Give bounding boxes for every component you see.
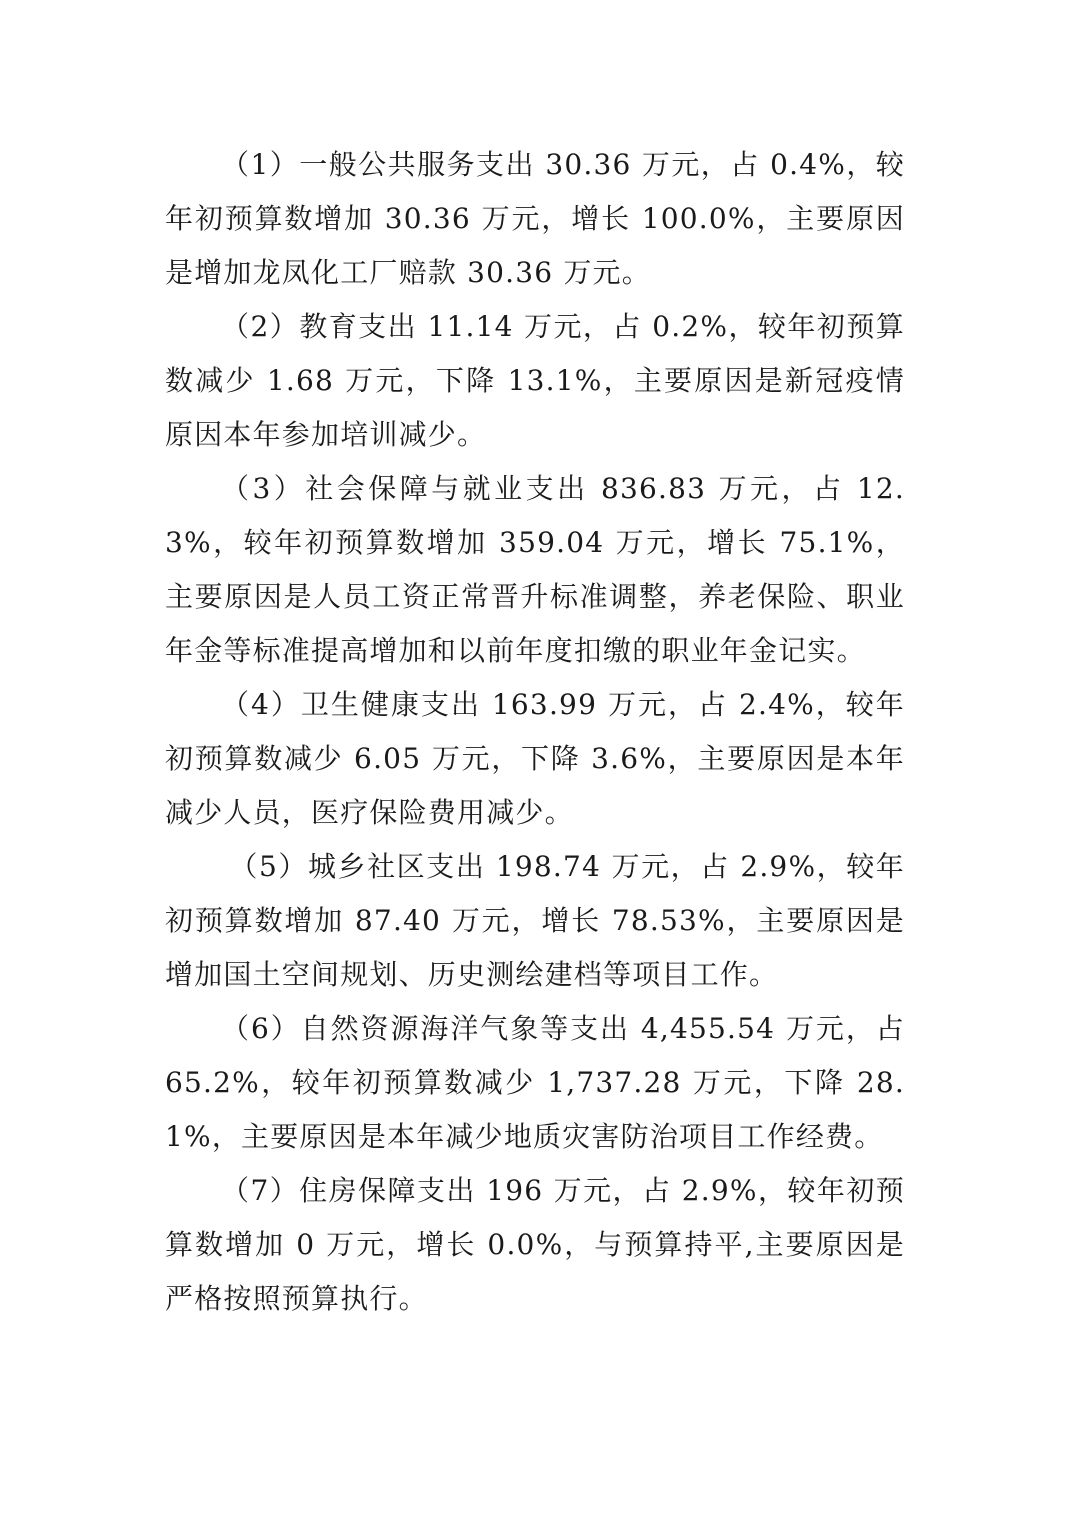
paragraph-housing-security: （7）住房保障支出 196 万元，占 2.9%，较年初预算数增加 0 万元，增长 0.0%，与预算持平,主要原因是严格按照预算执行。: [165, 1174, 905, 1315]
paragraph-natural-resources: （6）自然资源海洋气象等支出 4,455.54 万元，占 65.2%，较年初预算数减少 1,737.28 万元，下降 28.1%，主要原因是本年减少地质灾害防治项目工作经费。: [165, 1012, 905, 1153]
paragraph-social-security: （3）社会保障与就业支出 836.83 万元，占 12.3%，较年初预算数增加 359.04 万元，增长 75.1%，主要原因是人员工资正常晋升标准调整，养老保险、职业年金等标准提高增加和以前年度扣缴的职业年金记实。: [165, 472, 905, 667]
paragraph-general-public-services: （1）一般公共服务支出 30.36 万元，占 0.4%，较年初预算数增加 30.36 万元，增长 100.0%，主要原因是增加龙凤化工厂赔款 30.36 万元。: [165, 148, 905, 289]
paragraph-urban-rural-community: （5）城乡社区支出 198.74 万元，占 2.9%，较年初预算数增加 87.40 万元，增长 78.53%，主要原因是增加国土空间规划、历史测绘建档等项目工作。: [165, 850, 905, 991]
paragraph-education: （2）教育支出 11.14 万元，占 0.2%，较年初预算数减少 1.68 万元，下降 13.1%，主要原因是新冠疫情原因本年参加培训减少。: [165, 310, 905, 451]
document-body: [165, 138, 905, 1326]
paragraph-health: （4）卫生健康支出 163.99 万元，占 2.4%，较年初预算数减少 6.05 万元，下降 3.6%，主要原因是本年减少人员，医疗保险费用减少。: [165, 688, 905, 829]
